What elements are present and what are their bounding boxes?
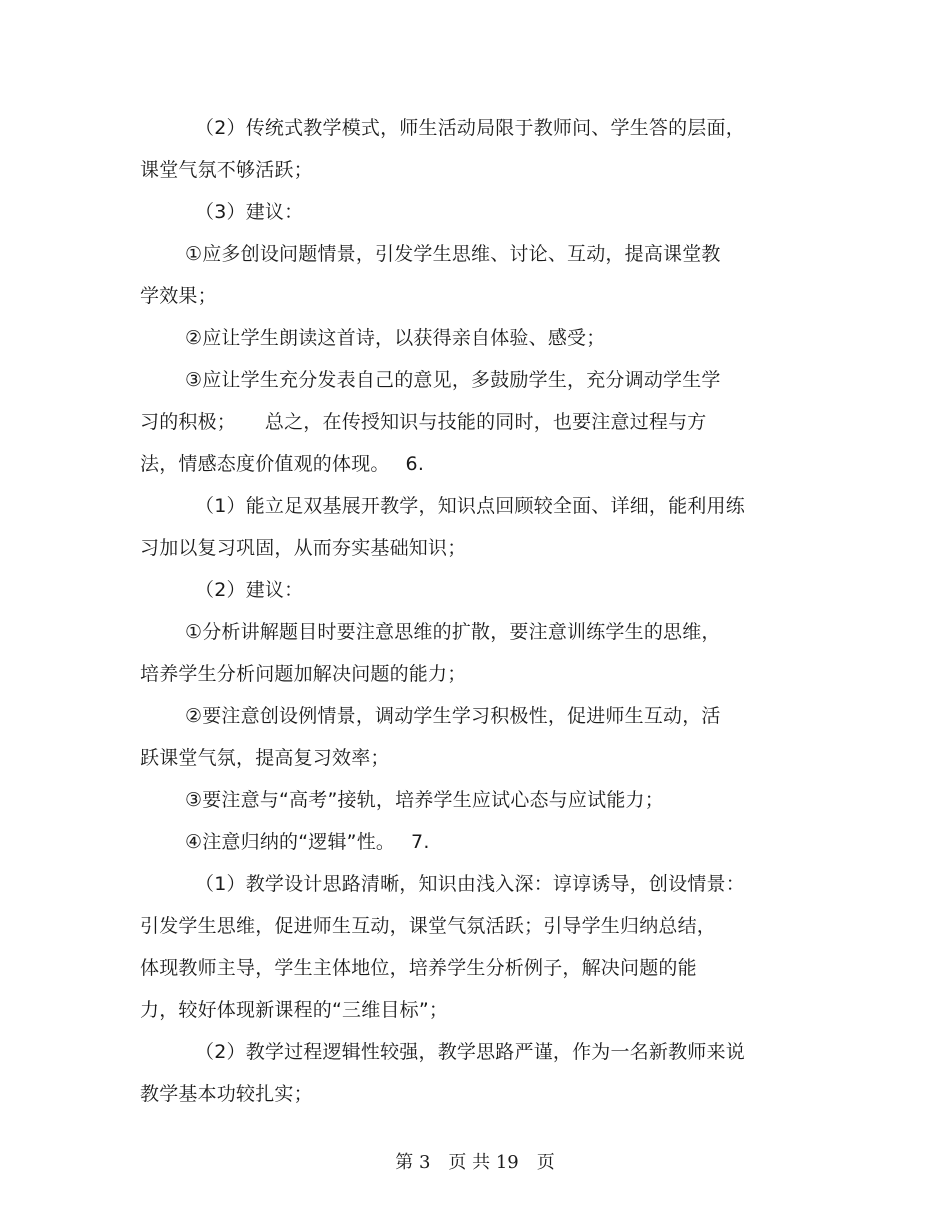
text-line-21: 体现教师主导，学生主体地位，培养学生分析例子，解决问题的能 [140,957,697,979]
text-line-24: 教学基本功较扎实； [140,1083,313,1105]
text-line-11: 习加以复习巩固，从而夯实基础知识； [140,537,467,559]
text-line-18: ④注意归纳的“逻辑”性。 7. [185,831,430,853]
text-line-2: 课堂气氛不够活跃； [140,159,313,181]
text-line-17: ③要注意与“高考”接轨，培养学生应试心态与应试能力； [185,789,664,811]
text-line-22: 力，较好体现新课程的“三维目标”； [140,999,449,1021]
text-line-9: 法，情感态度价值观的体现。 6. [140,453,425,475]
page-number-footer: 第 3 页 共 19 页 [395,1152,555,1173]
text-line-13: ①分析讲解题目时要注意思维的扩散，要注意训练学生的思维， [185,621,721,643]
text-line-14: 培养学生分析问题加解决问题的能力； [140,663,467,685]
text-line-10: （1）能立足双基展开教学，知识点回顾较全面、详细，能利用练 [195,495,745,517]
text-line-20: 引发学生思维，促进师生互动，课堂气氛活跃；引导学生归纳总结， [140,915,717,937]
text-line-8: 习的积极； 总之，在传授知识与技能的同时，也要注意过程与方 [140,411,707,433]
text-line-12: （2）建议： [195,579,304,601]
text-line-16: 跃课堂气氛，提高复习效率； [140,747,390,769]
text-line-5: 学效果； [140,285,217,307]
text-line-4: ①应多创设问题情景，引发学生思维、讨论、互动，提高课堂教 [185,243,721,265]
text-line-6: ②应让学生朗读这首诗，以获得亲自体验、感受； [185,327,606,349]
text-line-7: ③应让学生充分发表自己的意见，多鼓励学生，充分调动学生学 [185,369,721,391]
text-line-19: （1）教学设计思路清晰，知识由浅入深：谆谆诱导，创设情景： [195,873,745,895]
text-line-3: （3）建议： [195,201,304,223]
text-line-1: （2）传统式教学模式，师生活动局限于教师问、学生答的层面， [195,117,745,139]
text-line-23: （2）教学过程逻辑性较强，教学思路严谨，作为一名新教师来说 [195,1041,745,1063]
text-line-15: ②要注意创设例情景，调动学生学习积极性，促进师生互动，活 [185,705,721,727]
